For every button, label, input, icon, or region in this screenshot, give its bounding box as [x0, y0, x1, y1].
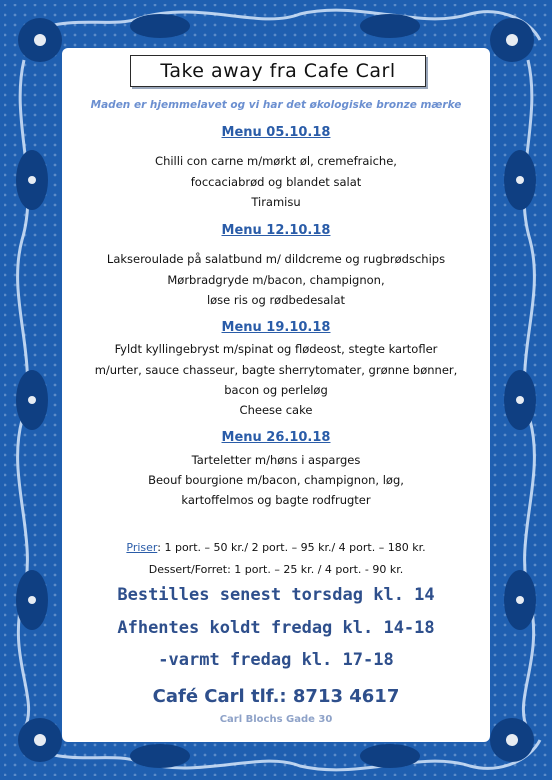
menu-line: bacon og perleløg [224, 383, 328, 397]
subtitle: Maden er hjemmelavet og vi har det økologiske bronze mærke [90, 99, 462, 111]
pickup-warm: -varmt fredag kl. 17-18 [158, 650, 394, 670]
menu-heading-1: Menu 05.10.18 [221, 125, 331, 140]
menu-line: Tiramisu [251, 195, 301, 209]
menu-heading-2: Menu 12.10.18 [221, 223, 331, 238]
menu-line: foccaciabrød og blandet salat [190, 175, 362, 189]
address: Carl Blochs Gade 30 [219, 714, 333, 725]
menu-line: Cheese cake [239, 403, 313, 417]
menu-line: m/urter, sauce chasseur, bagte sherrytomater, grønne bønner, [94, 363, 458, 377]
prices-main: : 1 port. – 50 kr./ 2 port. – 95 kr./ 4 port. – 180 kr. [157, 541, 426, 554]
prices-dessert: Dessert/Forret: 1 port. – 25 kr. / 4 port. - 90 kr. [148, 563, 404, 576]
menu-heading-4: Menu 26.10.18 [221, 430, 331, 445]
menu-line: Mørbradgryde m/bacon, champignon, [167, 273, 385, 287]
prices-line [0, 541, 552, 554]
menu-line: Lakseroulade på salatbund m/ dildcreme og rugbrødschips [106, 252, 446, 266]
menu-line: kartoffelmos og bagte rodfrugter [181, 493, 371, 507]
menu-line: Tarteletter m/høns i asparges [191, 453, 361, 467]
menu-line: Beouf bourgione m/bacon, champignon, løg, [148, 473, 404, 487]
menu-heading-3: Menu 19.10.18 [221, 320, 331, 335]
page-title: Take away fra Cafe Carl [130, 55, 426, 87]
contact-phone: Café Carl tlf.: 8713 4617 [152, 686, 400, 707]
menu-line: løse ris og rødbedesalat [206, 293, 346, 307]
menu-line: Chilli con carne m/mørkt øl, cremefraiche, [155, 154, 397, 168]
prices-label: Priser [126, 541, 158, 554]
menu-line: Fyldt kyllingebryst m/spinat og flødeost, stegte kartofler [114, 342, 438, 356]
order-deadline: Bestilles senest torsdag kl. 14 [117, 585, 435, 605]
pickup-cold: Afhentes koldt fredag kl. 14-18 [117, 618, 435, 638]
